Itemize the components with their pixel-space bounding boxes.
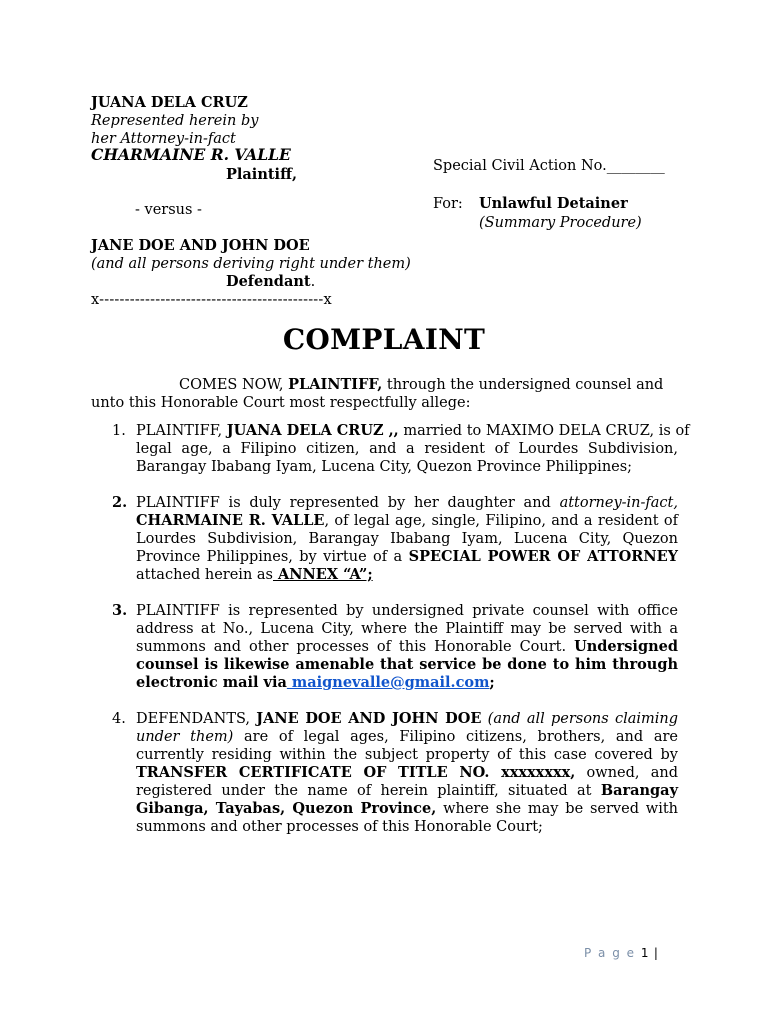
page-number: 1 [640,946,649,960]
allegation-3 [112,602,678,692]
allegation-3-line-2: address at No., Lucena City, where the Plaintiff may be served with a [136,621,678,637]
allegation-4-line-3: currently residing within the subject property of this case covered by [136,747,678,763]
allegation-1-line-3: Barangay Ibabang Iyam, Lucena City, Quezon Province Philippines; [136,459,633,475]
represented-line-2: her Attorney-in-fact [91,131,236,147]
allegation-4-line-5: registered under the name of herein plaintiff, situated at Barangay [136,782,678,799]
caption-separator: x--------------------------------------------x [91,292,332,308]
email-link[interactable]: maignevalle@gmail.com [286,674,490,691]
plaintiff-name: JUANA DELA CRUZ [91,94,248,111]
allegation-1-line-1: PLAINTIFF, JUANA DELA CRUZ ,, married to MAXIMO DELA CRUZ, is of [136,422,690,439]
allegation-4-line-2: under them) are of legal ages, Filipino citizens, brothers, and are [136,729,679,745]
defendant-label: Defendant [226,273,311,290]
versus-label: - versus - [135,202,202,218]
allegation-4 [112,710,679,836]
intro-text-a: COMES NOW, [179,377,289,393]
allegation-2-line-1: PLAINTIFF is duly represented by her daughter and attorney-in-fact, [136,495,678,511]
allegation-4-number: 4. [112,711,126,727]
allegation-3-line-3: summons and other processes of this Honorable Court. Undersigned [136,638,678,655]
annex-a-reference: ANNEX “A”; [272,566,373,583]
attorney-name: CHARMAINE R. VALLE [91,145,291,164]
represented-line-1: Represented herein by [91,113,259,129]
allegation-3-line-4: counsel is likewise amenable that service be done to him through [136,656,678,673]
case-number-label: Special Civil Action No.________ [433,158,665,174]
page-word: P a g e [584,946,636,960]
defendant-label-line: Defendant. [226,273,316,290]
allegation-2-line-5: attached herein as ANNEX “A”; [136,566,373,583]
action-subtitle: (Summary Procedure) [479,215,642,231]
defendants-note: (and all persons deriving right under them) [91,256,411,272]
action-title: Unlawful Detainer [479,195,628,212]
allegation-1 [112,422,690,476]
intro-line-2: unto this Honorable Court most respectfully allege: [91,395,471,411]
allegation-1-number: 1. [112,423,126,439]
allegation-2-line-2: CHARMAINE R. VALLE, of legal age, single, Filipino, and a resident of [136,512,679,529]
intro-text-c: through the undersigned counsel and [382,377,664,393]
allegation-2-line-4: Province Philippines, by virtue of a SPECIAL POWER OF ATTORNEY [136,548,679,565]
plaintiff-label: Plaintiff, [226,166,298,183]
for-label: For: [433,196,463,212]
allegation-2-line-3: Lourdes Subdivision, Barangay Ibabang Iyam, Lucena City, Quezon [136,531,678,547]
allegation-4-line-1: DEFENDANTS, JANE DOE AND JOHN DOE (and all persons claiming [136,710,678,727]
allegation-1-line-2: legal age, a Filipino citizen, and a resident of Lourdes Subdivision, [136,441,678,457]
intro-plaintiff: PLAINTIFF, [288,376,383,393]
intro-line-1 [91,376,681,394]
allegation-3-number: 3. [112,602,128,619]
allegation-4-line-7: summons and other processes of this Honorable Court; [136,819,543,835]
defendants-name: JANE DOE AND JOHN DOE [91,237,310,254]
allegation-3-line-1: PLAINTIFF is represented by undersigned private counsel with office [136,603,678,619]
page-footer [584,946,658,960]
allegation-4-line-6: Gibanga, Tayabas, Quezon Province, where she may be served with [136,800,679,817]
allegation-4-line-4: TRANSFER CERTIFICATE OF TITLE NO. xxxxxxxx, owned, and [136,764,679,781]
allegation-2 [112,494,679,584]
footer-bar: | [653,946,658,960]
allegation-3-line-5: electronic mail via maignevalle@gmail.com; [136,674,495,691]
document-title: COMPLAINT [282,323,486,356]
allegation-2-number: 2. [112,494,128,511]
